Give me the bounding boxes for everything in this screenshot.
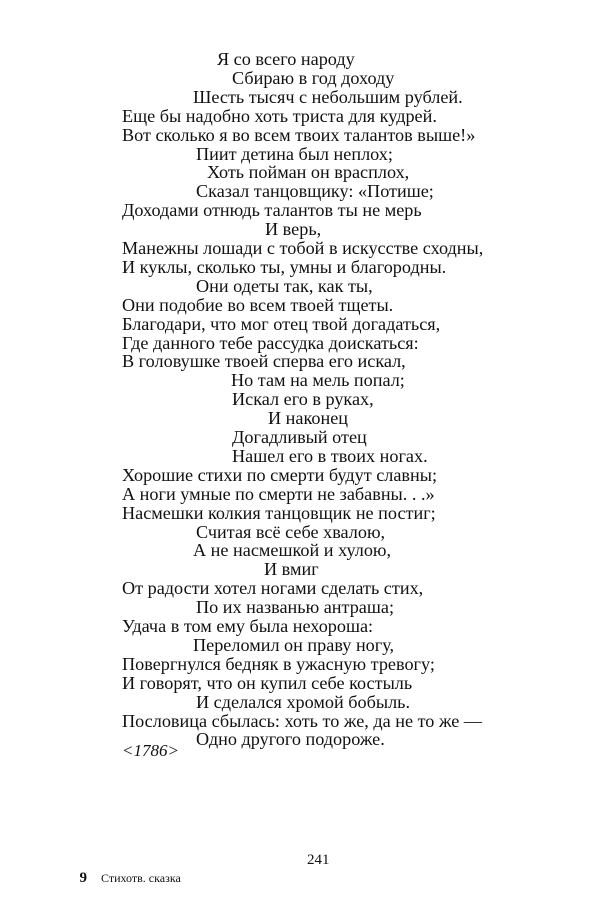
poem-line: Хорошие стихи по смерти будут славны; bbox=[122, 464, 438, 485]
poem-line: Хоть пойман он врасплох, bbox=[207, 162, 410, 183]
poem-line: Повергнулся бедняк в ужасную тревогу; bbox=[122, 653, 435, 674]
poem-line: И верь, bbox=[265, 219, 322, 240]
page-number: 241 bbox=[307, 852, 330, 868]
poem-line: Шесть тысяч с небольшим рублей. bbox=[193, 86, 463, 107]
poem-line: Благодари, что мог отец твой догадаться, bbox=[122, 313, 441, 334]
poem-line: И наконец bbox=[268, 408, 349, 429]
poem-line: Манежны лошади с тобой в искусстве сходны, bbox=[122, 238, 484, 258]
poem-line: Догадливый отец bbox=[232, 427, 367, 447]
poem-line: Удача в том ему была нехороша: bbox=[122, 616, 374, 636]
poem-line: Считая всё себе хвалою, bbox=[196, 521, 386, 542]
poem-line: По их названью антраша; bbox=[196, 597, 394, 618]
poem-line: Сказал танцовщику: «Потише; bbox=[196, 181, 434, 202]
poem-line: Но там на мель попал; bbox=[231, 370, 405, 391]
poem-line: Вот сколько я во всем твоих талантов выше!» bbox=[122, 124, 476, 145]
poem-line: Пословица сбылась: хоть то же, да не то же — bbox=[122, 710, 483, 731]
poem-line: Они подобие во всем твоей тщеты. bbox=[122, 294, 394, 315]
poem-line: Одно другого подороже. bbox=[196, 729, 385, 750]
poem-line: И вмиг bbox=[264, 559, 319, 580]
poem-line: А ноги умные по смерти не забавны. . .» bbox=[122, 483, 435, 504]
poem-line: Искал его в руках, bbox=[232, 389, 374, 410]
poem-line: Доходами отнюдь талантов ты не мерь bbox=[122, 200, 422, 221]
poem-line: И говорят, что он купил себе костыль bbox=[122, 672, 413, 693]
poem-line: А не насмешкой и хулою, bbox=[193, 540, 392, 561]
printer-signature bbox=[72, 853, 181, 887]
poem-line: Насмешки колкия танцовщик не постиг; bbox=[122, 502, 436, 523]
signature-number: 9 bbox=[79, 870, 87, 886]
poem-date: <1786> bbox=[122, 741, 179, 760]
poem-line: Где данного тебе рассудка доискаться: bbox=[122, 332, 419, 353]
poem-line: В головушке твоей сперва его искал, bbox=[122, 351, 406, 372]
signature-text: Стихотв. сказка bbox=[101, 871, 181, 885]
poem-line: И сделался хромой бобыль. bbox=[196, 691, 411, 712]
poem-line: Еще бы надобно хоть триста для кудрей. bbox=[122, 105, 437, 126]
poem-line: И куклы, сколько ты, умны и благородны. bbox=[122, 256, 447, 277]
poem-line: Я со всего народу bbox=[217, 49, 355, 69]
poem-line: Переломил он праву ногу, bbox=[193, 634, 395, 655]
poem-line: Сбираю в год доходу bbox=[232, 67, 395, 88]
poem-line: От радости хотел ногами сделать стих, bbox=[122, 578, 424, 599]
poem-line: Они одеты так, как ты, bbox=[196, 275, 373, 296]
poem-line: Пиит детина был неплох; bbox=[196, 143, 393, 164]
poem-line: Нашел его в твоих ногах. bbox=[232, 445, 428, 466]
